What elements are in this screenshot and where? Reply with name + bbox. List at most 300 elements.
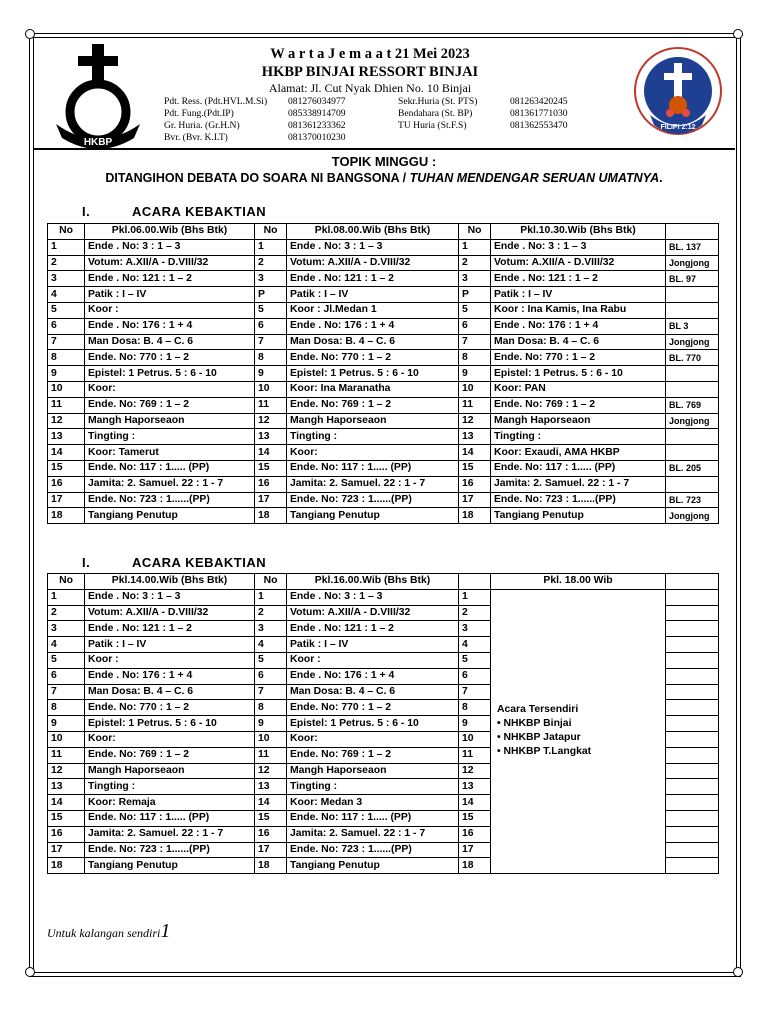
- corner-ornament: [733, 29, 743, 39]
- table-cell: 9: [459, 366, 491, 382]
- table-cell: Ende . No: 3 : 1 – 3: [85, 239, 255, 255]
- table-cell: [666, 605, 719, 621]
- table-cell: 18: [459, 508, 491, 524]
- table-cell: Mangh Haporseaon: [85, 413, 255, 429]
- evening-item-label: NHKBP Jatapur: [503, 732, 581, 744]
- table-cell: 13: [48, 429, 85, 445]
- table-header-cell: Pkl.14.00.Wib (Bhs Btk): [85, 574, 255, 590]
- table-cell: Ende . No: 176 : 1 + 4: [491, 318, 666, 334]
- table-cell: Mangh Haporseaon: [287, 413, 459, 429]
- table-cell: Ende. No: 117 : 1..... (PP): [287, 810, 459, 826]
- table-cell: Ende. No: 723 : 1......(PP): [85, 842, 255, 858]
- table-cell: Mangh Haporseaon: [287, 763, 459, 779]
- table-cell: 7: [459, 684, 491, 700]
- table-cell: 8: [48, 700, 85, 716]
- table-cell: Man Dosa: B. 4 – C. 6: [287, 334, 459, 350]
- table-row: [48, 350, 719, 366]
- table-cell: 1: [255, 239, 287, 255]
- table-cell: Ende . No: 3 : 1 – 3: [85, 589, 255, 605]
- table-header-cell: No: [48, 574, 85, 590]
- table-cell: Tingting :: [85, 779, 255, 795]
- table-cell: Man Dosa: B. 4 – C. 6: [491, 334, 666, 350]
- schedule-table-afternoon: [47, 573, 719, 874]
- table-cell: 9: [255, 716, 287, 732]
- table-cell: 14: [255, 445, 287, 461]
- table-header-cell: Pkl. 18.00 Wib: [491, 574, 666, 590]
- table-cell: 15: [255, 460, 287, 476]
- table-cell: [666, 445, 719, 461]
- table-cell: Tingting :: [85, 429, 255, 445]
- evening-item-label: NHKBP Binjai: [503, 718, 572, 730]
- table-cell: Man Dosa: B. 4 – C. 6: [85, 334, 255, 350]
- table-cell: 5: [255, 652, 287, 668]
- table-cell: Jongjong: [666, 413, 719, 429]
- evening-item: [497, 731, 659, 745]
- table-cell: Ende. No: 723 : 1......(PP): [287, 842, 459, 858]
- table-header-cell: No: [459, 224, 491, 240]
- table-cell: 10: [459, 381, 491, 397]
- evening-item-label: NHKBP T.Langkat: [503, 746, 592, 758]
- table-cell: 8: [459, 350, 491, 366]
- table-cell: 12: [459, 763, 491, 779]
- table-cell: 2: [255, 255, 287, 271]
- table-cell: Mangh Haporseaon: [85, 763, 255, 779]
- table-cell: Koor:: [287, 445, 459, 461]
- table-header-cell: No: [48, 224, 85, 240]
- table-cell: [666, 621, 719, 637]
- table-cell: 6: [255, 668, 287, 684]
- table-cell: Ende . No: 121 : 1 – 2: [85, 621, 255, 637]
- table-cell: Koor: Medan 3: [287, 795, 459, 811]
- table-cell: [666, 302, 719, 318]
- table-cell: 3: [255, 271, 287, 287]
- table-cell: [666, 731, 719, 747]
- table-cell: 6: [48, 668, 85, 684]
- table-cell: 4: [48, 637, 85, 653]
- table-cell: Ende. No: 770 : 1 – 2: [491, 350, 666, 366]
- bullet-icon: •: [497, 718, 504, 730]
- table-cell: 18: [48, 858, 85, 874]
- table-cell: Tangiang Penutup: [491, 508, 666, 524]
- table-cell: 8: [255, 700, 287, 716]
- table-cell: Ende. No: 769 : 1 – 2: [85, 747, 255, 763]
- table-cell: 16: [255, 826, 287, 842]
- table-cell: Ende. No: 117 : 1..... (PP): [491, 460, 666, 476]
- contact-row: Bvr. (Bvr. K.LT) 081370010230: [164, 132, 346, 143]
- evening-title: Acara Tersendiri: [497, 704, 579, 716]
- table-cell: Jongjong: [666, 334, 719, 350]
- table-row: [48, 334, 719, 350]
- footer-note: Untuk kalangan sendiri1: [47, 920, 171, 942]
- table-cell: 9: [48, 716, 85, 732]
- table-cell: Votum: A.XII/A - D.VIII/32: [85, 605, 255, 621]
- table-cell: Jamita: 2. Samuel. 22 : 1 - 7: [287, 826, 459, 842]
- table-cell: 8: [255, 350, 287, 366]
- table-cell: Ende. No: 723 : 1......(PP): [287, 492, 459, 508]
- table-cell: [666, 381, 719, 397]
- table-cell: BL. 769: [666, 397, 719, 413]
- table-cell: Koor : Jl.Medan 1: [287, 302, 459, 318]
- table-cell: 8: [459, 700, 491, 716]
- table-cell: 11: [459, 397, 491, 413]
- table-cell: Patik : I – IV: [287, 287, 459, 303]
- table-cell: [666, 700, 719, 716]
- table-row: [48, 255, 719, 271]
- table-header-row: [48, 224, 719, 240]
- table-cell: Patik : I – IV: [85, 287, 255, 303]
- table-cell: [666, 652, 719, 668]
- table-cell: Tingting :: [287, 429, 459, 445]
- table-cell: Epistel: 1 Petrus. 5 : 6 - 10: [287, 366, 459, 382]
- hkbp-cross-logo: [48, 42, 148, 148]
- table-cell: Koor:: [85, 731, 255, 747]
- table-cell: 5: [255, 302, 287, 318]
- table-cell: 14: [255, 795, 287, 811]
- table-cell: Ende . No: 121 : 1 – 2: [287, 271, 459, 287]
- table-cell: 12: [48, 763, 85, 779]
- table-cell: Ende. No: 117 : 1..... (PP): [287, 460, 459, 476]
- table-cell: [666, 589, 719, 605]
- table-cell: [666, 429, 719, 445]
- table-cell: 15: [48, 460, 85, 476]
- table-cell: Ende. No: 769 : 1 – 2: [287, 397, 459, 413]
- table-cell: 3: [48, 271, 85, 287]
- table-cell: 14: [48, 445, 85, 461]
- table-cell: 12: [48, 413, 85, 429]
- table-cell: 7: [459, 334, 491, 350]
- table-cell: Koor :: [85, 302, 255, 318]
- table-cell: 8: [48, 350, 85, 366]
- table-cell: [666, 366, 719, 382]
- table-cell: 3: [255, 621, 287, 637]
- table-cell: [666, 716, 719, 732]
- evening-item: [497, 717, 659, 731]
- table-cell: Ende. No: 769 : 1 – 2: [491, 397, 666, 413]
- table-cell: 9: [48, 366, 85, 382]
- table-header-cell: [666, 574, 719, 590]
- contact-row: Bendahara (St. BP) 081361771030: [398, 108, 568, 119]
- table-cell: Tangiang Penutup: [287, 508, 459, 524]
- table-cell: Jongjong: [666, 508, 719, 524]
- table-cell: [666, 668, 719, 684]
- logo-text: HKBP: [83, 137, 113, 148]
- table-cell: 4: [48, 287, 85, 303]
- table-cell: BL. 137: [666, 239, 719, 255]
- table-cell: 5: [48, 652, 85, 668]
- table-row: [48, 445, 719, 461]
- evening-item: [497, 745, 659, 759]
- corner-ornament: [25, 967, 35, 977]
- table-row: [48, 366, 719, 382]
- contact-row: Sekr.Huria (St. PTS) 081263420245: [398, 96, 568, 107]
- table-cell: 16: [48, 476, 85, 492]
- table-cell: Ende. No: 770 : 1 – 2: [85, 350, 255, 366]
- table-header-cell: No: [255, 574, 287, 590]
- table-cell: Votum: A.XII/A - D.VIII/32: [491, 255, 666, 271]
- table-row: [48, 413, 719, 429]
- table-cell: 17: [255, 492, 287, 508]
- table-cell: [666, 684, 719, 700]
- table-cell: 13: [255, 429, 287, 445]
- table-cell: 1: [459, 239, 491, 255]
- table-row: [48, 429, 719, 445]
- table-cell: Epistel: 1 Petrus. 5 : 6 - 10: [287, 716, 459, 732]
- table-row: [48, 476, 719, 492]
- table-row: [48, 460, 719, 476]
- table-cell: BL. 723: [666, 492, 719, 508]
- section-heading-2: I. ACARA KEBAKTIAN: [82, 555, 267, 570]
- table-cell: Votum: A.XII/A - D.VIII/32: [287, 255, 459, 271]
- table-row: [48, 381, 719, 397]
- table-cell: Ende. No: 723 : 1......(PP): [491, 492, 666, 508]
- table-header-row: [48, 574, 719, 590]
- table-cell: Jamita: 2. Samuel. 22 : 1 - 7: [491, 476, 666, 492]
- table-cell: Ende. No: 769 : 1 – 2: [85, 397, 255, 413]
- table-cell: Ende . No: 3 : 1 – 3: [287, 239, 459, 255]
- bulletin-title: W a r t a J e m a a t 21 Mei 2023: [270, 46, 470, 62]
- table-cell: 10: [459, 731, 491, 747]
- table-header-cell: [666, 224, 719, 240]
- table-cell: [666, 810, 719, 826]
- table-cell: Epistel: 1 Petrus. 5 : 6 - 10: [85, 366, 255, 382]
- table-cell: [666, 795, 719, 811]
- table-cell: Tingting :: [491, 429, 666, 445]
- contact-row: Pdt. Fung.(Pdt.IP) 085338914709: [164, 108, 346, 119]
- table-cell: 5: [48, 302, 85, 318]
- table-row: [48, 302, 719, 318]
- table-cell: 10: [255, 381, 287, 397]
- corner-ornament: [25, 29, 35, 39]
- table-cell: 18: [255, 858, 287, 874]
- table-cell: Ende . No: 3 : 1 – 3: [491, 239, 666, 255]
- table-cell: Koor:: [85, 381, 255, 397]
- table-header-cell: [459, 574, 491, 590]
- table-cell: BL 3: [666, 318, 719, 334]
- table-cell: [666, 747, 719, 763]
- contact-row: Pdt. Ress. (Pdt.HVL.M.Si) 081276034977: [164, 96, 346, 107]
- table-cell: 15: [255, 810, 287, 826]
- table-cell: 18: [255, 508, 287, 524]
- table-cell: Koor :: [85, 652, 255, 668]
- table-cell: 18: [48, 508, 85, 524]
- contacts-right: [398, 96, 568, 132]
- table-cell: 15: [459, 460, 491, 476]
- table-cell: 1: [48, 239, 85, 255]
- table-row: [48, 589, 719, 605]
- table-cell: BL. 205: [666, 460, 719, 476]
- table-cell: Epistel: 1 Petrus. 5 : 6 - 10: [491, 366, 666, 382]
- table-header-cell: Pkl.10.30.Wib (Bhs Btk): [491, 224, 666, 240]
- table-cell: 2: [459, 605, 491, 621]
- table-cell: 12: [255, 413, 287, 429]
- table-cell: 14: [48, 795, 85, 811]
- table-cell: 1: [255, 589, 287, 605]
- table-cell: Ende . No: 176 : 1 + 4: [85, 668, 255, 684]
- table-cell: Votum: A.XII/A - D.VIII/32: [85, 255, 255, 271]
- table-cell: 13: [255, 779, 287, 795]
- table-cell: 6: [255, 318, 287, 334]
- table-cell: Patik : I – IV: [287, 637, 459, 653]
- table-cell: 15: [48, 810, 85, 826]
- table-cell: Ende . No: 121 : 1 – 2: [491, 271, 666, 287]
- table-cell: 1: [459, 589, 491, 605]
- table-row: [48, 287, 719, 303]
- table-cell: Ende . No: 121 : 1 – 2: [85, 271, 255, 287]
- table-cell: 7: [48, 334, 85, 350]
- table-cell: 6: [48, 318, 85, 334]
- table-cell: Ende. No: 769 : 1 – 2: [287, 747, 459, 763]
- table-cell: [666, 842, 719, 858]
- table-row: [48, 271, 719, 287]
- table-cell: Koor: Ina Maranatha: [287, 381, 459, 397]
- table-cell: Koor :: [287, 652, 459, 668]
- table-cell: Tangiang Penutup: [287, 858, 459, 874]
- table-cell: [666, 476, 719, 492]
- table-cell: 5: [459, 652, 491, 668]
- table-cell: Jamita: 2. Samuel. 22 : 1 - 7: [85, 476, 255, 492]
- table-cell: 13: [48, 779, 85, 795]
- table-cell: 9: [255, 366, 287, 382]
- table-cell: 17: [48, 842, 85, 858]
- table-cell: 7: [255, 334, 287, 350]
- table-cell: Koor:: [287, 731, 459, 747]
- table-row: [48, 239, 719, 255]
- table-cell: 10: [255, 731, 287, 747]
- emblem-text: FILIPI 2:12: [660, 124, 696, 131]
- table-cell: 4: [255, 637, 287, 653]
- table-cell: 18: [459, 858, 491, 874]
- table-cell: 13: [459, 779, 491, 795]
- topic-text: DITANGIHON DEBATA DO SOARA NI BANGSONA / TUHAN MENDENGAR SERUAN UMATNYA.: [105, 171, 663, 185]
- table-cell: Ende . No: 176 : 1 + 4: [287, 318, 459, 334]
- table-cell: 7: [48, 684, 85, 700]
- table-cell: 11: [48, 397, 85, 413]
- table-cell: 10: [48, 381, 85, 397]
- table-cell: 2: [255, 605, 287, 621]
- table-cell: Patik : I – IV: [85, 637, 255, 653]
- table-header-cell: Pkl.08.00.Wib (Bhs Btk): [287, 224, 459, 240]
- table-cell: Koor : Ina Kamis, Ina Rabu: [491, 302, 666, 318]
- table-cell: Man Dosa: B. 4 – C. 6: [85, 684, 255, 700]
- table-cell: BL. 97: [666, 271, 719, 287]
- table-cell: Ende . No: 176 : 1 + 4: [85, 318, 255, 334]
- table-cell: [666, 763, 719, 779]
- table-cell: Ende . No: 121 : 1 – 2: [287, 621, 459, 637]
- table-cell: 2: [459, 255, 491, 271]
- topic-heading: TOPIK MINGGU :: [331, 154, 437, 169]
- evening-service-note: [491, 589, 666, 873]
- table-cell: 11: [255, 747, 287, 763]
- table-cell: Koor: Tamerut: [85, 445, 255, 461]
- table-cell: 16: [48, 826, 85, 842]
- table-cell: 9: [459, 716, 491, 732]
- table-cell: [666, 779, 719, 795]
- table-cell: Mangh Haporseaon: [491, 413, 666, 429]
- table-cell: Jamita: 2. Samuel. 22 : 1 - 7: [85, 826, 255, 842]
- contacts-left: [164, 96, 346, 144]
- table-cell: 12: [459, 413, 491, 429]
- table-cell: Ende. No: 117 : 1..... (PP): [85, 460, 255, 476]
- table-cell: 3: [48, 621, 85, 637]
- header-divider: [33, 148, 735, 150]
- table-cell: Jongjong: [666, 255, 719, 271]
- table-cell: Ende . No: 3 : 1 – 3: [287, 589, 459, 605]
- table-cell: Ende. No: 770 : 1 – 2: [85, 700, 255, 716]
- contact-row: Gr. Huria. (Gr.H.N) 081361233362: [164, 120, 346, 131]
- table-cell: 17: [459, 842, 491, 858]
- table-cell: 3: [459, 621, 491, 637]
- table-cell: [666, 637, 719, 653]
- table-cell: Koor: PAN: [491, 381, 666, 397]
- table-cell: BL. 770: [666, 350, 719, 366]
- table-cell: 12: [255, 763, 287, 779]
- table-cell: 17: [255, 842, 287, 858]
- table-header-cell: Pkl.16.00.Wib (Bhs Btk): [287, 574, 459, 590]
- table-cell: 10: [48, 731, 85, 747]
- table-cell: Koor: Exaudi, AMA HKBP: [491, 445, 666, 461]
- table-cell: Ende. No: 723 : 1......(PP): [85, 492, 255, 508]
- table-cell: 6: [459, 318, 491, 334]
- table-cell: 14: [459, 445, 491, 461]
- bullet-icon: •: [497, 732, 504, 744]
- table-row: [48, 397, 719, 413]
- table-cell: P: [255, 287, 287, 303]
- table-cell: 13: [459, 429, 491, 445]
- table-cell: Koor: Remaja: [85, 795, 255, 811]
- table-cell: [666, 858, 719, 874]
- bullet-icon: •: [497, 746, 504, 758]
- table-cell: Votum: A.XII/A - D.VIII/32: [287, 605, 459, 621]
- table-cell: Ende. No: 117 : 1..... (PP): [85, 810, 255, 826]
- table-cell: 17: [459, 492, 491, 508]
- table-cell: 15: [459, 810, 491, 826]
- table-cell: 11: [459, 747, 491, 763]
- table-cell: 1: [48, 589, 85, 605]
- church-address: Alamat: Jl. Cut Nyak Dhien No. 10 Binjai: [268, 81, 472, 95]
- table-header-cell: No: [255, 224, 287, 240]
- table-row: [48, 492, 719, 508]
- table-cell: Jamita: 2. Samuel. 22 : 1 - 7: [287, 476, 459, 492]
- schedule-table-morning: [47, 223, 719, 524]
- table-cell: 16: [459, 476, 491, 492]
- table-row: [48, 508, 719, 524]
- table-cell: 2: [48, 255, 85, 271]
- table-cell: Ende . No: 176 : 1 + 4: [287, 668, 459, 684]
- table-cell: Tangiang Penutup: [85, 858, 255, 874]
- table-cell: Epistel: 1 Petrus. 5 : 6 - 10: [85, 716, 255, 732]
- table-row: [48, 318, 719, 334]
- contact-row: TU Huria (St.F.S) 081362553470: [398, 120, 568, 131]
- corner-ornament: [733, 967, 743, 977]
- church-name: HKBP BINJAI RESSORT BINJAI: [261, 64, 479, 80]
- table-cell: Ende. No: 770 : 1 – 2: [287, 350, 459, 366]
- table-cell: 3: [459, 271, 491, 287]
- table-cell: [666, 287, 719, 303]
- table-cell: Tangiang Penutup: [85, 508, 255, 524]
- anniversary-emblem-logo: [632, 45, 724, 145]
- table-cell: 4: [459, 637, 491, 653]
- table-cell: Ende. No: 770 : 1 – 2: [287, 700, 459, 716]
- table-cell: [666, 826, 719, 842]
- table-cell: 2: [48, 605, 85, 621]
- table-cell: 14: [459, 795, 491, 811]
- table-cell: 5: [459, 302, 491, 318]
- table-cell: 11: [48, 747, 85, 763]
- table-cell: Patik : I – IV: [491, 287, 666, 303]
- table-cell: Tingting :: [287, 779, 459, 795]
- table-cell: 16: [255, 476, 287, 492]
- page-number: 1: [160, 920, 171, 942]
